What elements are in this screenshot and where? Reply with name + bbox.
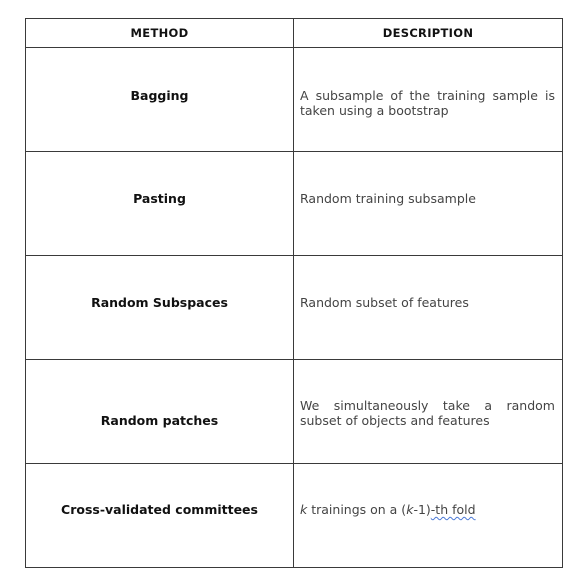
spellcheck-underlined-text: -th fold [430, 502, 476, 517]
description-cell: Random subset of features [294, 256, 563, 360]
header-row [26, 19, 563, 48]
table-row [26, 256, 563, 360]
description-text: -1) [413, 502, 431, 517]
methods-table [25, 18, 563, 568]
description-cell: We simultaneously take a random subset of objects and features [294, 360, 563, 464]
method-cell: Cross-validated committees [26, 464, 294, 568]
description-cell: A subsample of the training sample is taken using a bootstrap [294, 48, 563, 152]
method-cell: Random Subspaces [26, 256, 294, 360]
method-cell: Pasting [26, 152, 294, 256]
k-variable: k [300, 502, 308, 517]
method-cell: Random patches [26, 360, 294, 464]
header-method: METHOD [26, 19, 294, 48]
table-row [26, 152, 563, 256]
k-variable: k [406, 502, 414, 517]
method-cell: Bagging [26, 48, 294, 152]
table-row [26, 48, 563, 152]
description-text: trainings on a ( [307, 502, 407, 517]
description-cell [294, 464, 563, 568]
description-cell: Random training subsample [294, 152, 563, 256]
header-description: DESCRIPTION [294, 19, 563, 48]
table-row [26, 360, 563, 464]
table-row [26, 464, 563, 568]
